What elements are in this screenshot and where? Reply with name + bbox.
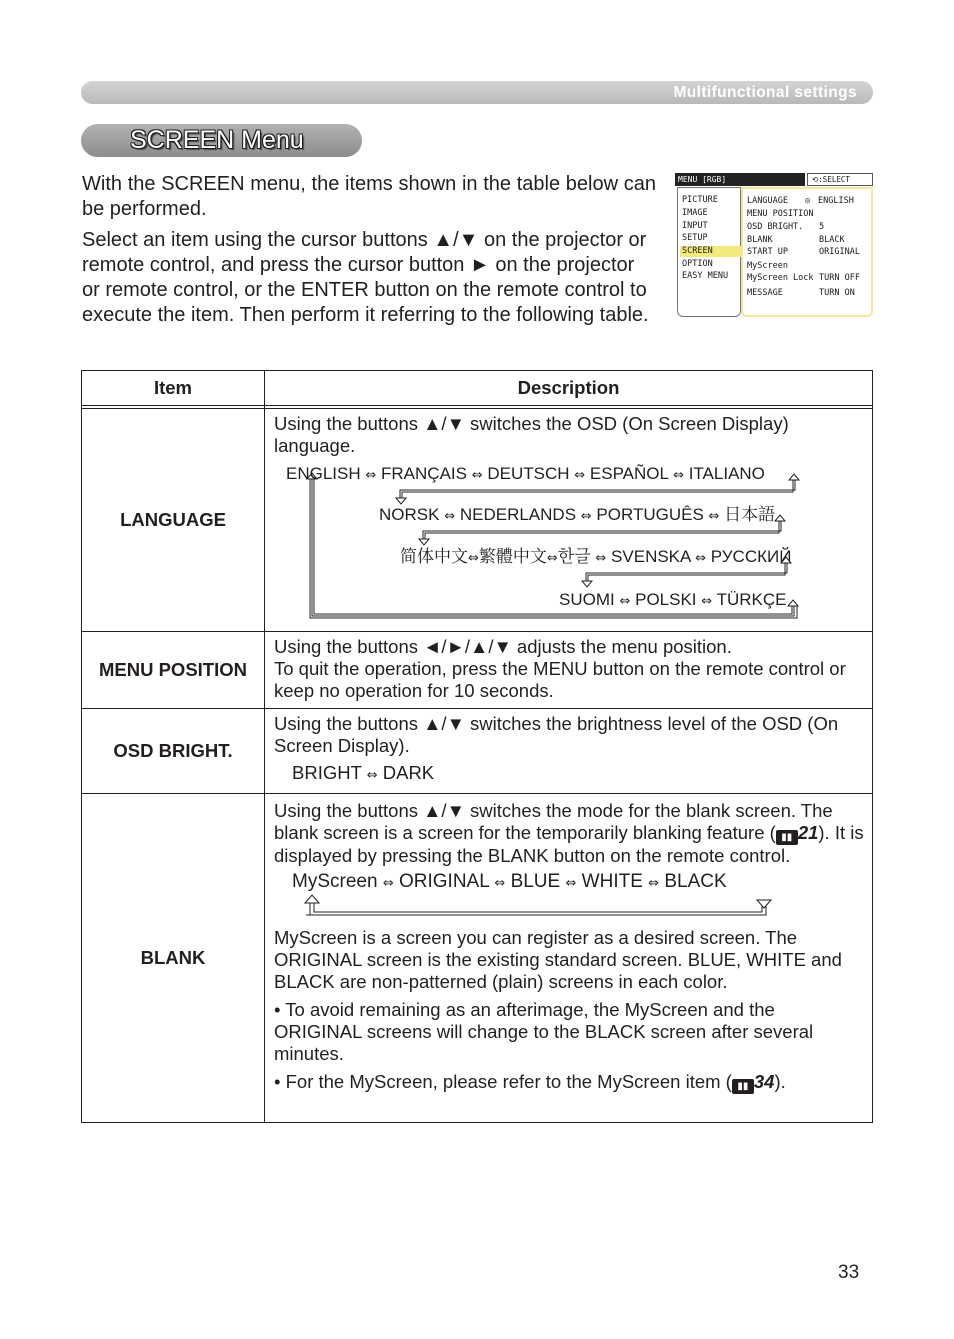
item-osd-bright: OSD BRIGHT. — [82, 709, 265, 794]
double-arrow-icon: ⇔ — [565, 876, 577, 891]
osd-left-item: OPTION — [682, 259, 713, 269]
item-menu-position: MENU POSITION — [82, 632, 265, 709]
section-header-bar — [81, 81, 873, 104]
lang-option: ITALIANO — [688, 464, 765, 483]
table-row — [82, 794, 873, 1123]
lang-option: SUOMI — [559, 590, 615, 609]
lang-option: PORTUGUÊS — [596, 505, 704, 524]
lang-option: POLSKI — [635, 590, 697, 609]
osd-select-hint — [807, 173, 873, 186]
osd-left-item: INPUT — [682, 221, 708, 231]
bright-option: DARK — [382, 762, 435, 783]
blank-desc-4b: ). — [774, 1071, 786, 1092]
osd-row-label: MyScreen Lock — [747, 273, 814, 283]
page-ref-34: 34 — [753, 1071, 775, 1092]
double-arrow-icon: ⇔ — [708, 509, 720, 524]
blank-option: WHITE — [581, 871, 643, 892]
table-header-row — [82, 371, 873, 406]
blank-desc-3: • To avoid remaining as an afterimage, the MyScreen and the ORIGINAL screens will change to the BLACK screen after several minutes. — [274, 999, 814, 1064]
osd-row-label: MENU POSITION — [747, 209, 814, 219]
book-icon: ▮▮ — [732, 1079, 754, 1094]
double-arrow-icon: ⇔ — [648, 876, 660, 891]
blank-option: BLACK — [664, 871, 727, 892]
table-row — [82, 632, 873, 709]
select-icon: ⟲ — [812, 175, 819, 184]
table-row — [82, 409, 873, 632]
item-blank: BLANK — [82, 794, 265, 1123]
table-row — [82, 709, 873, 794]
osd-right-panel — [741, 187, 873, 317]
osd-left-item: EASY MENU — [682, 271, 729, 281]
double-arrow-icon: ⇔ — [382, 876, 394, 891]
osd-row-value: TURN OFF — [819, 273, 860, 283]
page-ref-21: 21 — [797, 822, 819, 843]
osd-row-label: MESSAGE — [747, 288, 783, 298]
lang-option: NORSK — [379, 505, 440, 524]
blank-desc-2: MyScreen is a screen you can register as a desired screen. The ORIGINAL screen is the existing standard screen. BLUE, WHITE and BLACK are non-patterned (plain) screens in each color. — [274, 927, 842, 992]
language-desc: Using the buttons ▲/▼ switches the OSD (On Screen Display) language. — [274, 413, 789, 456]
osd-bright-cycle — [274, 762, 864, 787]
lang-option: 日本語 — [724, 505, 776, 524]
language-line-2 — [379, 504, 775, 528]
blank-desc-4a: • For the MyScreen, please refer to the MyScreen item ( — [274, 1071, 732, 1092]
double-arrow-icon: ⇔ — [494, 876, 506, 891]
lang-option: NEDERLANDS — [459, 505, 577, 524]
lang-option: TÜRKÇE — [716, 590, 787, 609]
lang-option: РУССКИЙ — [710, 547, 792, 566]
double-arrow-icon: ⇔ — [595, 551, 607, 566]
header-item: Item — [82, 371, 265, 406]
item-language: LANGUAGE — [82, 409, 265, 632]
osd-left-item-active: SCREEN — [680, 246, 742, 257]
lang-option: 繁體中文 — [478, 547, 547, 566]
page-number: 33 — [838, 1262, 860, 1283]
osd-left-menu — [677, 187, 741, 317]
blank-option: ORIGINAL — [399, 871, 490, 892]
double-arrow-icon: ⇔ — [619, 594, 631, 609]
double-arrow-icon: ⇔ — [580, 509, 592, 524]
language-line-1 — [286, 463, 765, 487]
osd-row-value: BLACK — [819, 235, 845, 245]
osd-left-item: IMAGE — [682, 208, 708, 218]
lang-option: FRANÇAIS — [381, 464, 467, 483]
osd-menu-preview — [675, 173, 873, 317]
lang-option: SVENSKA — [611, 547, 691, 566]
double-arrow-icon: ⇔ — [701, 594, 713, 609]
osd-bright-desc: Using the buttons ▲/▼ switches the brightness level of the OSD (On Screen Display). — [274, 713, 839, 756]
double-arrow-icon: ⇔ — [468, 551, 479, 566]
osd-row-value: ORIGINAL — [819, 247, 860, 257]
double-arrow-icon: ⇔ — [673, 468, 684, 483]
double-arrow-icon: ⇔ — [365, 468, 377, 483]
osd-row-icon: ◎ — [805, 196, 811, 206]
osd-row-label: MyScreen — [747, 261, 788, 271]
page-title-pill — [81, 124, 362, 157]
language-cycle-diagram — [274, 457, 864, 622]
intro-paragraph-2: Select an item using the cursor buttons ▲/▼ on the projector or remote control, and press the cursor button ► on the projector or remote control, or the ENTER button on the remote control to execute the item. Then perform it referring to the following table. — [82, 229, 649, 326]
osd-top-label: MENU [RGB] — [675, 173, 805, 186]
blank-option: BLUE — [510, 871, 561, 892]
intro-paragraph-1: With the SCREEN menu, the items shown in the table below can be performed. — [82, 173, 656, 220]
menu-position-desc-1: Using the buttons ◄/►/▲/▼ adjusts the menu position. — [274, 636, 732, 657]
lang-option: DEUTSCH — [487, 464, 570, 483]
double-arrow-icon: ⇔ — [695, 551, 707, 566]
desc-language — [265, 409, 873, 632]
osd-row-value: 5 — [819, 222, 825, 232]
osd-row-label: START UP — [747, 247, 788, 257]
blank-cycle-line — [292, 871, 727, 895]
osd-row-value: TURN ON — [819, 288, 855, 298]
osd-select-label: :SELECT — [818, 175, 850, 184]
blank-desc-4 — [274, 1071, 864, 1094]
double-arrow-icon: ⇔ — [546, 551, 558, 566]
language-line-4 — [559, 589, 787, 613]
double-arrow-icon: ⇔ — [574, 468, 586, 483]
blank-desc-1b: ). It is displayed by pressing the BLANK button on the remote control. — [274, 822, 864, 866]
osd-row-label: OSD BRIGHT. — [747, 222, 804, 232]
language-line-3 — [400, 546, 791, 570]
osd-row-label: LANGUAGE — [747, 196, 788, 206]
header-description: Description — [265, 371, 873, 406]
blank-cycle-diagram — [274, 871, 864, 921]
lang-option: ENGLISH — [286, 464, 361, 483]
double-arrow-icon: ⇔ — [366, 768, 378, 783]
osd-row-label: BLANK — [747, 235, 773, 245]
desc-blank — [265, 794, 873, 1123]
desc-menu-position — [265, 632, 873, 709]
lang-option: 한글 — [557, 547, 591, 566]
menu-position-desc-2: To quit the operation, press the MENU button on the remote control or keep no operation for 10 seconds. — [274, 658, 846, 701]
double-arrow-icon: ⇔ — [471, 468, 483, 483]
osd-row-value: ENGLISH — [818, 196, 854, 206]
osd-left-item: SETUP — [682, 233, 708, 243]
blank-desc-1a: Using the buttons ▲/▼ switches the mode for the blank screen. The blank screen is a screen for the temporarily blanking feature ( — [274, 800, 833, 843]
lang-option: 简体中文 — [400, 547, 468, 566]
book-icon: ▮▮ — [776, 830, 798, 845]
lang-option: ESPAÑOL — [589, 464, 669, 483]
blank-desc-1 — [274, 800, 864, 867]
bright-option: BRIGHT — [292, 762, 362, 783]
section-header-text: Multifunctional settings — [673, 84, 857, 101]
page-title: SCREEN Menu — [130, 126, 304, 154]
blank-option: MyScreen — [292, 871, 378, 892]
osd-left-item: PICTURE — [682, 195, 718, 205]
screen-menu-table — [81, 370, 873, 1123]
double-arrow-icon: ⇔ — [444, 509, 456, 524]
desc-osd-bright — [265, 709, 873, 794]
